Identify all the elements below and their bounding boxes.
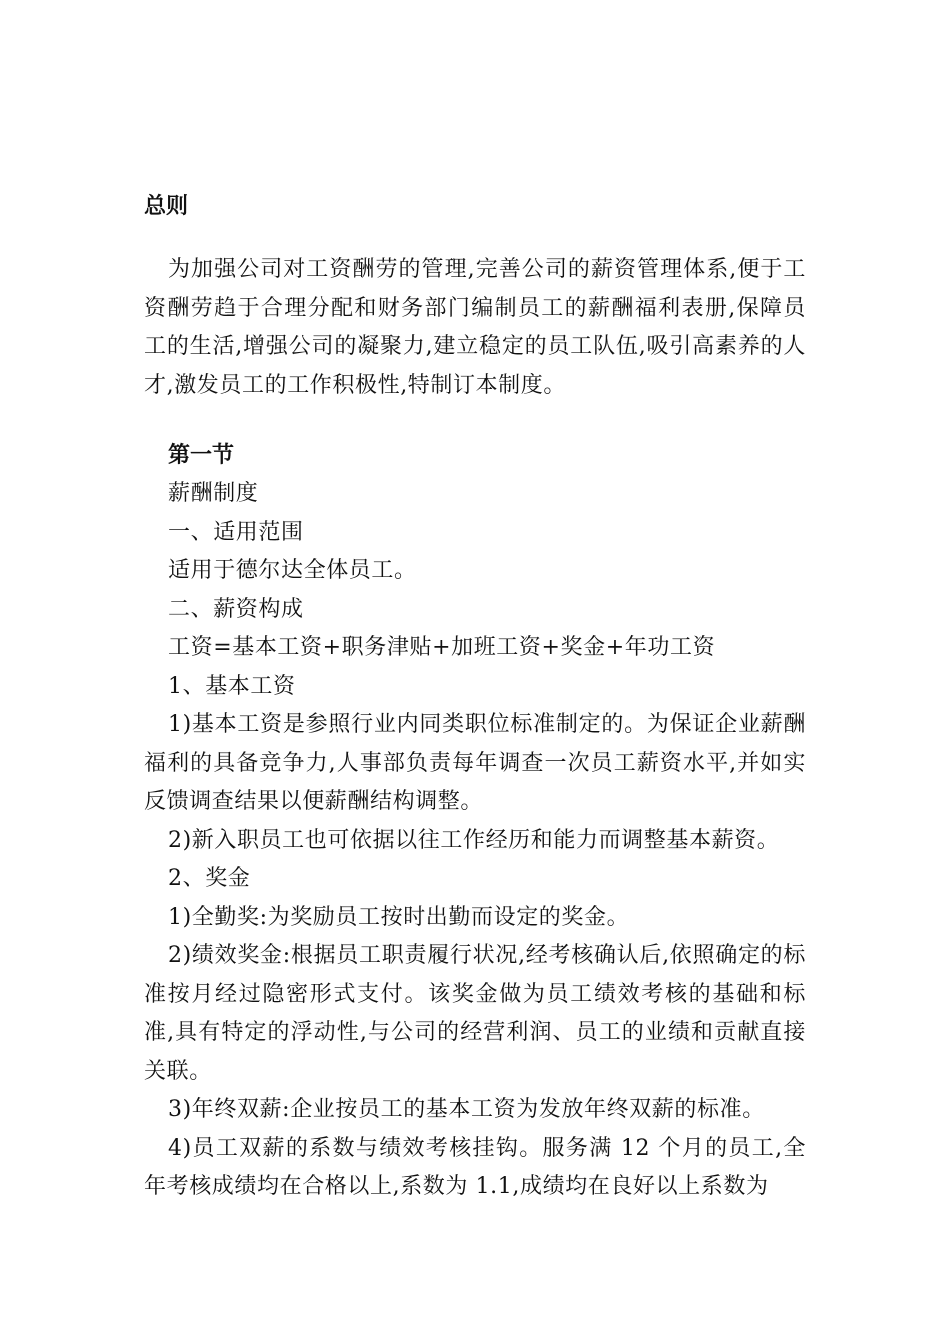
scope-heading: 一、适用范围 [168,519,304,545]
bonus-item-1: 1)全勤奖:为奖励员工按时出勤而设定的奖金。 [168,904,630,930]
bonus-item-4: 4)员工双薪的系数与绩效考核挂钩。服务满 12 个月的员工,全年考核成绩均在合格以上,系数为 1.1,成绩均在良好以上系数为 [144,1135,806,1199]
document-body [144,188,806,1207]
bonus-item-3: 3)年终双薪:企业按员工的基本工资为发放年终双薪的标准。 [168,1097,765,1122]
base-salary-item-2: 2)新入职员工也可依据以往工作经历和能力而调整基本薪资。 [168,827,780,853]
base-salary-heading: 1、基本工资 [168,673,296,699]
base-salary-item-1: 1)基本工资是参照行业内同类职位标准制定的。为保证企业薪酬福利的具备竞争力,人事部负责每年调查一次员工薪资水平,并如实反馈调查结果以便薪酬结构调整。 [144,712,806,814]
bonus-heading: 2、奖金 [168,866,251,891]
structure-heading: 二、薪资构成 [168,596,304,622]
salary-formula: 工资=基本工资+职务津贴+加班工资+奖金+年功工资 [168,635,716,660]
section-title: 薪酬制度 [168,481,259,506]
general-principles-heading: 总则 [144,194,189,219]
bonus-item-2: 2)绩效奖金:根据员工职责履行状况,经考核确认后,依照确定的标准按月经过隐密形式支付。该奖金做为员工绩效考核的基础和标准,具有特定的浮动性,与公司的经营利润、员工的业绩和贡献直接关联。 [144,943,806,1084]
scope-text: 适用于德尔达全体员工。 [168,558,417,583]
intro-paragraph: 为加强公司对工资酬劳的管理,完善公司的薪资管理体系,便于工资酬劳趋于合理分配和财务部门编制员工的薪酬福利表册,保障员工的生活,增强公司的凝聚力,建立稳定的员工队伍,吸引高素养的人才,激发员工的工作积极性,特制订本制度。 [144,257,806,398]
section-heading: 第一节 [168,443,235,468]
